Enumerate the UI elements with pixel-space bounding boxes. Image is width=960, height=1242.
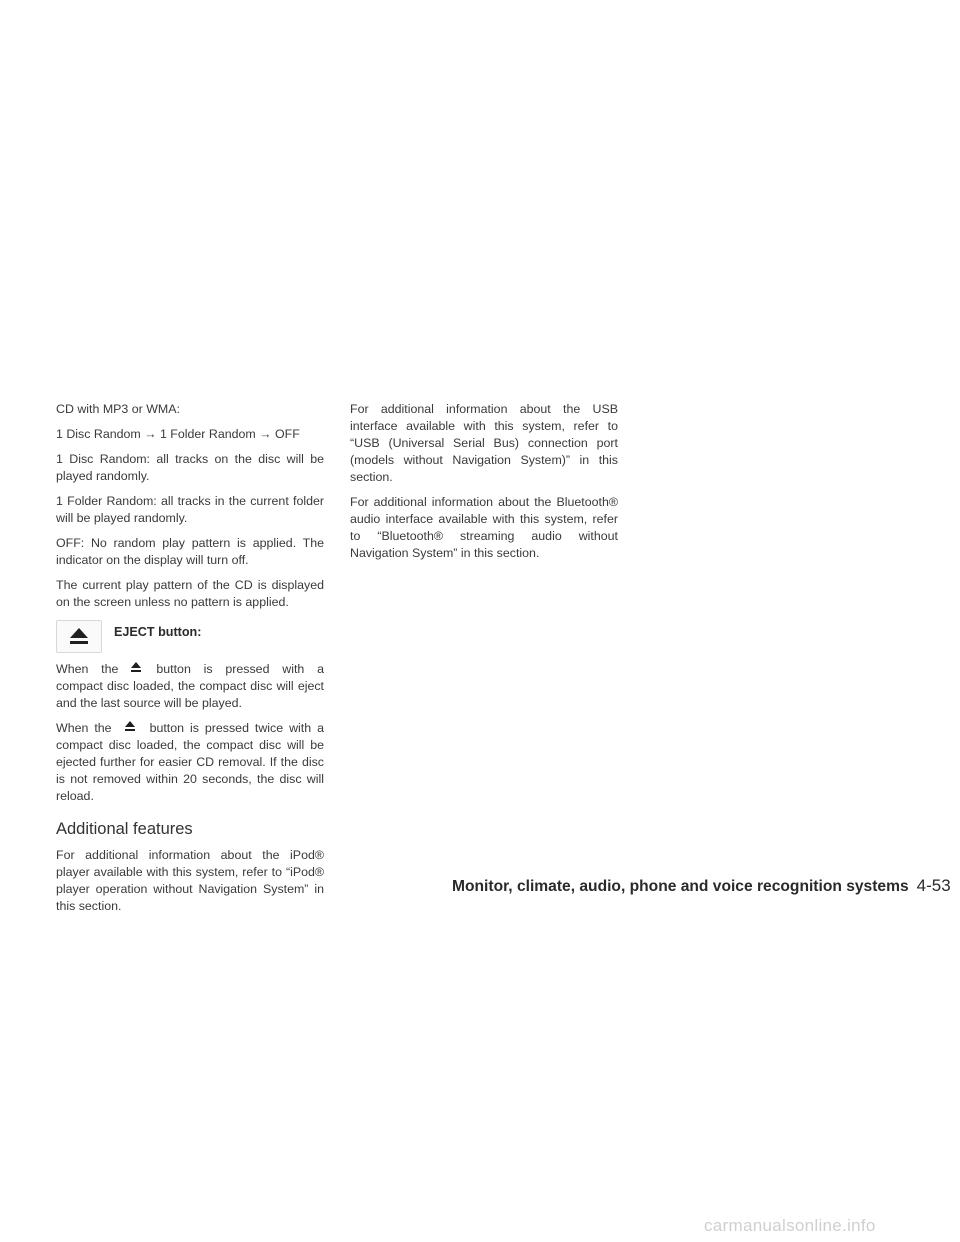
section-heading-additional-features: Additional features <box>56 820 193 838</box>
paragraph-bluetooth-info: For additional information about the Bluetooth® audio interface available with this system, refer to “Bluetooth® streaming audio without Navigation System” in this section. <box>350 495 618 560</box>
eject-inline-icon <box>112 720 150 734</box>
eject-once-text-before: When the <box>56 662 119 676</box>
paragraph-off: OFF: No random play pattern is applied. The indicator on the display will turn off. <box>56 536 324 567</box>
eject-inline-icon <box>118 661 156 675</box>
paragraph-ipod-info: For additional information about the iPod® player available with this system, refer to “iPod® player operation without Navigation System” in this section. <box>56 848 324 913</box>
eject-twice-text-before: When the <box>56 721 112 735</box>
eject-twice-text-after: button is pressed twice with a compact disc loaded, the compact disc will be ejected further for easier CD removal. If the disc is not removed within 20 seconds, the disc will reload. <box>56 721 324 803</box>
watermark: carmanualsonline.info <box>704 1216 876 1235</box>
paragraph-cd-mp3-wma: CD with MP3 or WMA: <box>56 402 180 416</box>
eject-heading-label: EJECT button: <box>114 625 202 639</box>
paragraph-eject-twice <box>56 720 324 805</box>
left-column <box>56 401 324 923</box>
paragraph-eject-once <box>56 661 324 712</box>
paragraph-play-pattern: The current play pattern of the CD is displayed on the screen unless no pattern is applied. <box>56 578 324 609</box>
footer-section-title: Monitor, climate, audio, phone and voice recognition systems <box>452 878 909 895</box>
eject-button-heading <box>56 619 324 653</box>
paragraph-random-sequence: 1 Disc Random → 1 Folder Random → OFF <box>56 427 300 441</box>
right-column <box>350 401 618 570</box>
paragraph-folder-random: 1 Folder Random: all tracks in the current folder will be played randomly. <box>56 494 324 525</box>
paragraph-disc-random: 1 Disc Random: all tracks on the disc will be played randomly. <box>56 452 324 483</box>
page-number: 4-53 <box>916 876 951 895</box>
page-footer <box>452 876 951 902</box>
paragraph-usb-info: For additional information about the USB interface available with this system, refer to “USB (Universal Serial Bus) connection port (models without Navigation System)” in this section. <box>350 402 618 484</box>
eject-icon <box>56 620 102 653</box>
eject-once-text-after: button is pressed with a compact disc loaded, the compact disc will eject and the last source will be played. <box>56 662 324 710</box>
